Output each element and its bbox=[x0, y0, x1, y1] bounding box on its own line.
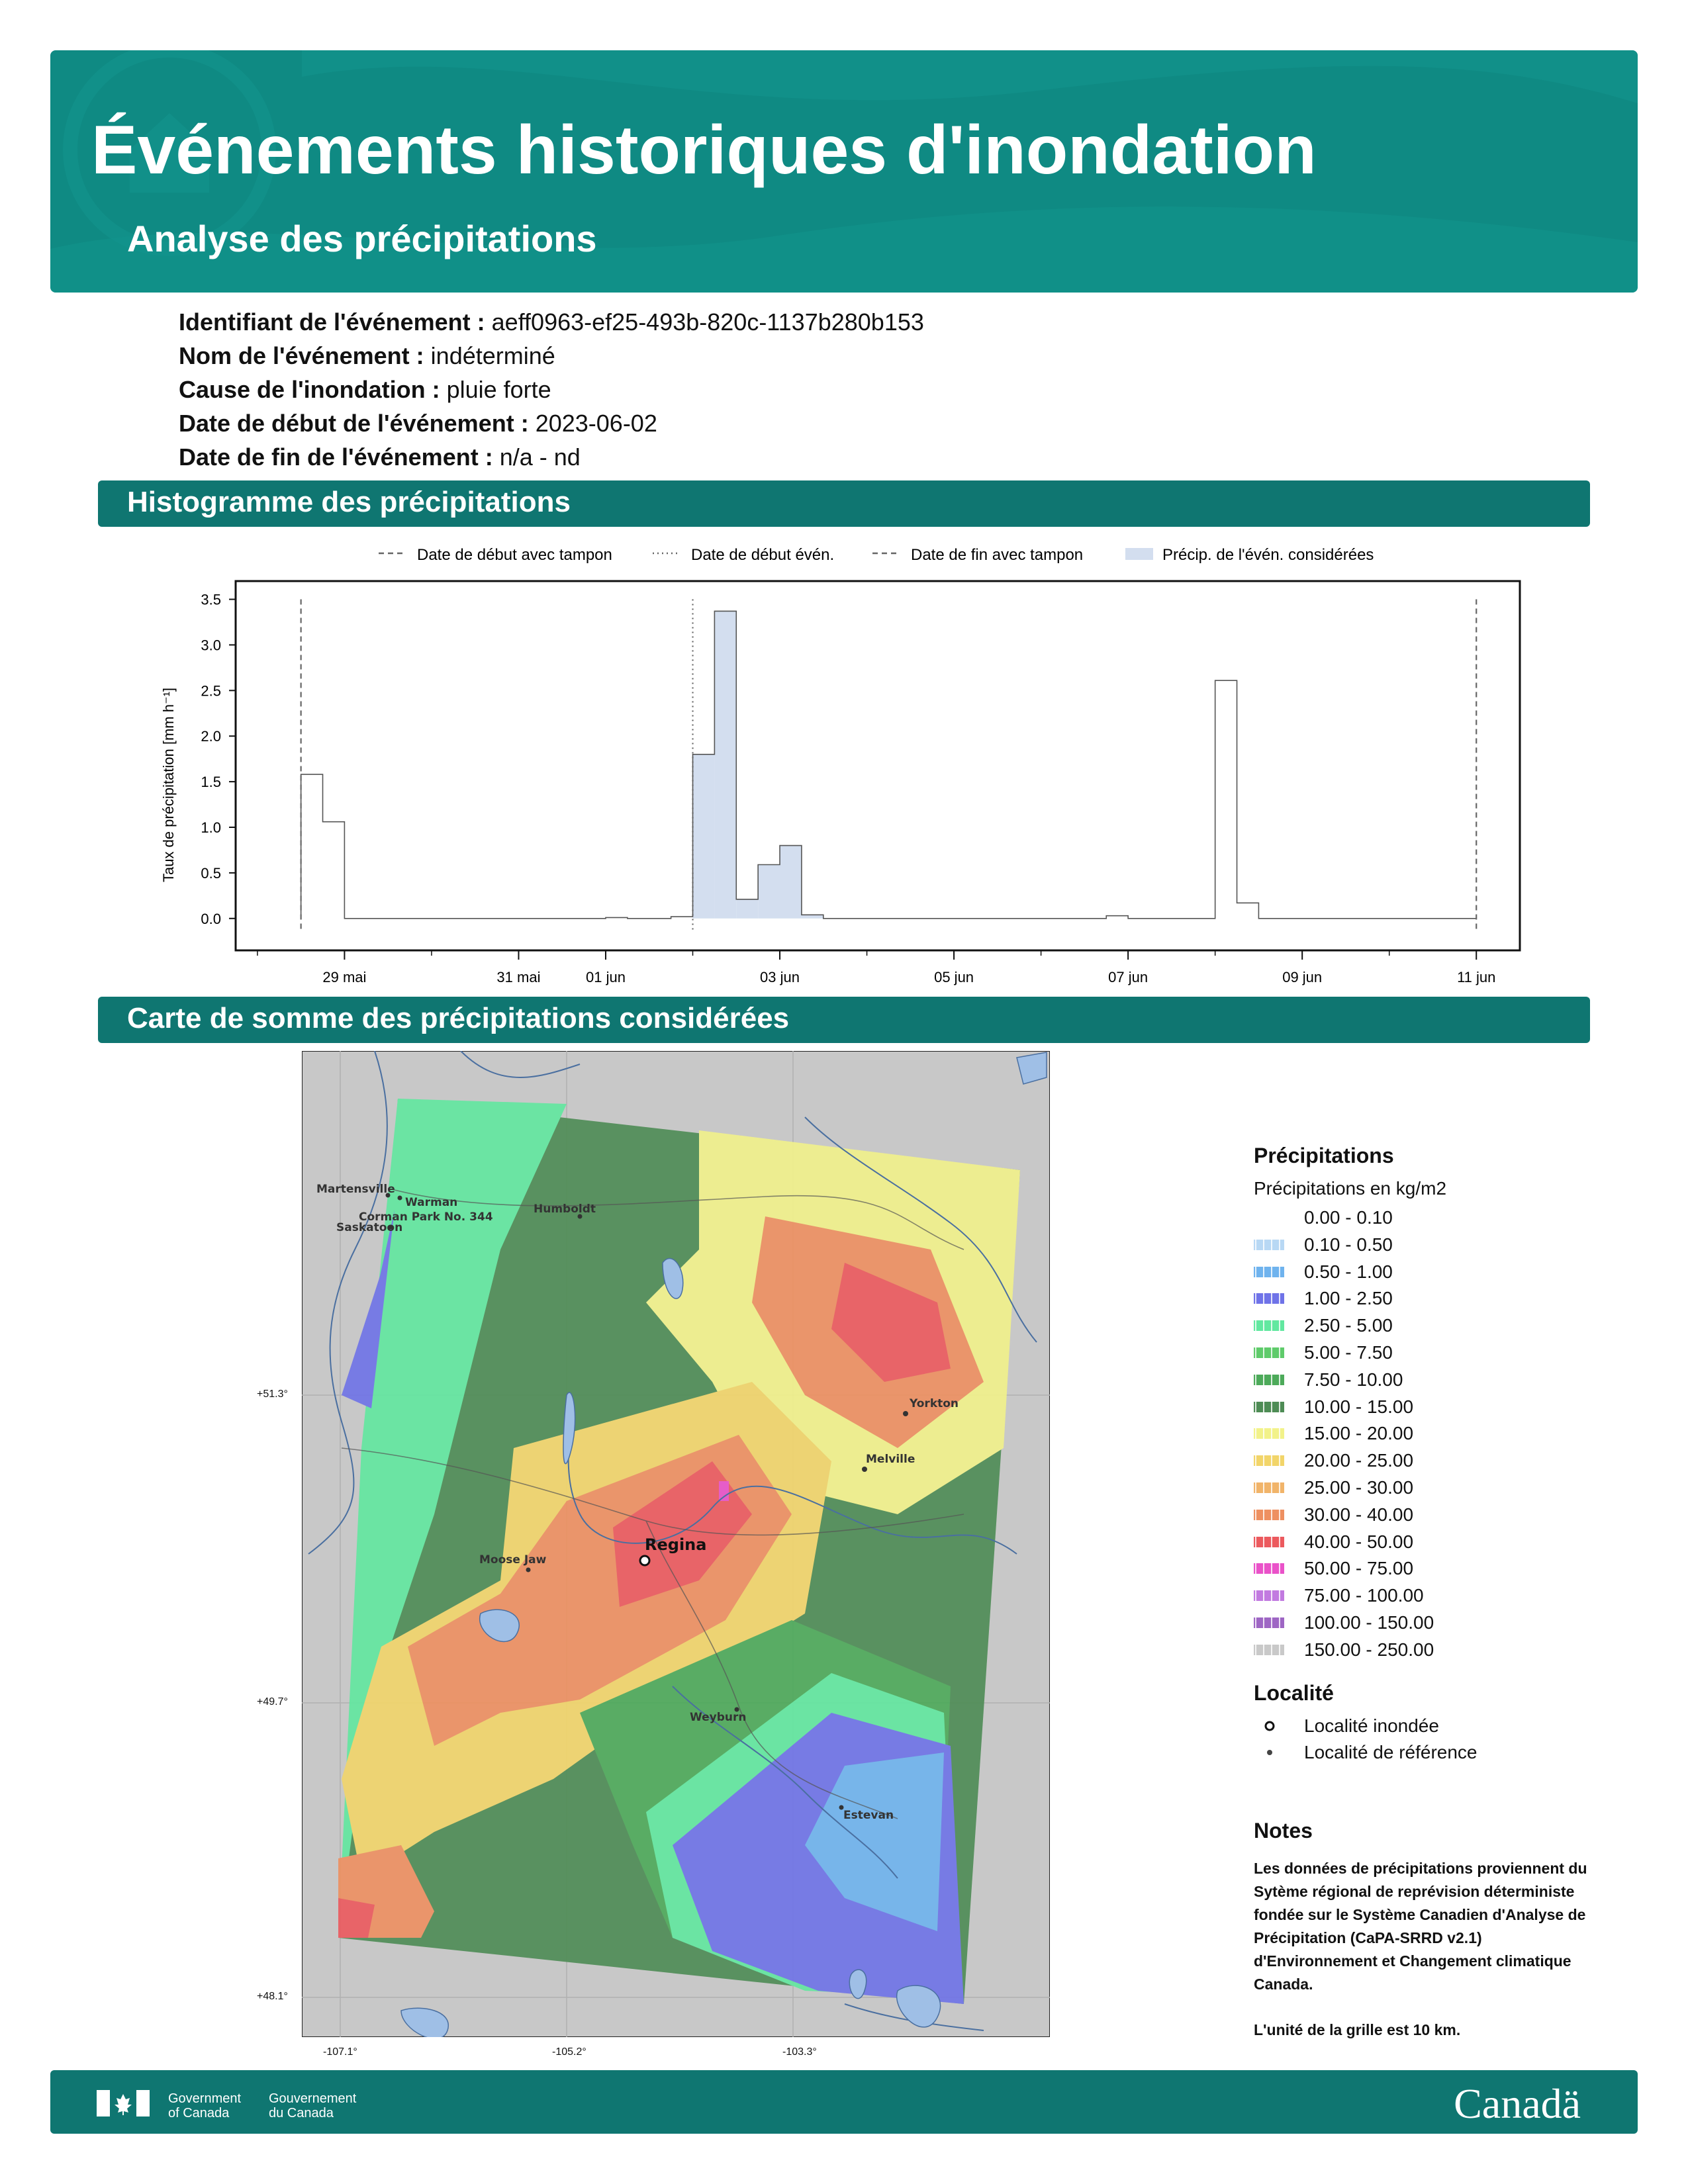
legend-title: Précipitations bbox=[1254, 1144, 1394, 1167]
legend-label: 20.00 - 25.00 bbox=[1304, 1450, 1414, 1471]
place-label-humboldt: Humboldt bbox=[534, 1203, 596, 1216]
legend-label: 150.00 - 250.00 bbox=[1304, 1639, 1434, 1660]
legend-buffer-start-label: Date de début avec tampon bbox=[417, 546, 612, 564]
legend-label: 40.00 - 50.00 bbox=[1304, 1531, 1414, 1552]
y-tick-label: 0.5 bbox=[201, 864, 221, 882]
legend-considered-swatch bbox=[1125, 548, 1153, 560]
lat-label-1: +51.3° bbox=[257, 1388, 288, 1400]
start-date-value: 2023-06-02 bbox=[535, 410, 657, 437]
legend-label: 2.50 - 5.00 bbox=[1304, 1315, 1393, 1336]
plot-frame bbox=[236, 581, 1520, 950]
event-id-row bbox=[179, 308, 924, 336]
legend-label: 10.00 - 15.00 bbox=[1304, 1396, 1414, 1417]
canada-wordmark: Canadä bbox=[1454, 2080, 1581, 2127]
page-title: Événements historiques d'inondation bbox=[91, 112, 1317, 189]
flood-cause-row bbox=[179, 376, 551, 404]
legend-considered-label: Précip. de l'évén. considérées bbox=[1162, 546, 1374, 564]
flood-cause-value: pluie forte bbox=[446, 376, 551, 403]
header-banner bbox=[50, 50, 1638, 293]
legend-swatch bbox=[1254, 1428, 1284, 1439]
y-tick-label: 3.0 bbox=[201, 637, 221, 654]
place-label-martensville: Martensville bbox=[316, 1183, 395, 1196]
y-tick-label: 0.0 bbox=[201, 910, 221, 927]
end-date-row bbox=[179, 443, 581, 471]
place-marker-warman bbox=[398, 1196, 402, 1201]
page-subtitle: Analyse des précipitations bbox=[127, 218, 597, 259]
y-tick-label: 2.0 bbox=[201, 728, 221, 745]
precip-step-line bbox=[301, 611, 1477, 918]
event-id-label: Identifiant de l'événement : bbox=[179, 308, 485, 336]
lat-label-2: +49.7° bbox=[257, 1696, 288, 1707]
place-label-melville: Melville bbox=[866, 1453, 915, 1466]
place-label-saskatoon: Saskatoon bbox=[336, 1221, 403, 1234]
considered-bar bbox=[802, 915, 823, 919]
place-label-moose-jaw: Moose Jaw bbox=[479, 1553, 547, 1567]
flooded-marker-icon bbox=[1263, 1719, 1276, 1733]
notes-body bbox=[1254, 1857, 1598, 2042]
x-tick-label: 11 jun bbox=[1457, 969, 1496, 985]
end-date-value: n/a - nd bbox=[499, 443, 581, 471]
government-fr bbox=[269, 2091, 356, 2120]
legend-label: 0.50 - 1.00 bbox=[1304, 1261, 1393, 1282]
legend-label: 0.00 - 0.10 bbox=[1304, 1207, 1393, 1228]
notes-paragraph-1: Les données de précipitations proviennent du Sytème régional de reprévision déterministe fondée sur le Système Canadien d'Analyse de Précipitation (CaPA-SRRD v2.1) d'Environnement et Changement climatique Canada. bbox=[1254, 1860, 1587, 1993]
legend-swatch bbox=[1254, 1617, 1284, 1628]
event-name-label: Nom de l'événement : bbox=[179, 342, 424, 369]
place-label-regina: Regina bbox=[645, 1535, 707, 1554]
legend-swatch bbox=[1254, 1402, 1284, 1412]
place-label-weyburn: Weyburn bbox=[690, 1711, 747, 1724]
map-section-title: Carte de somme des précipitations considérées bbox=[127, 1002, 790, 1034]
legend-label: 50.00 - 75.00 bbox=[1304, 1558, 1414, 1579]
place-marker-yorkton bbox=[903, 1411, 908, 1416]
start-date-label: Date de début de l'événement : bbox=[179, 410, 529, 437]
legend-label: 1.00 - 2.50 bbox=[1304, 1288, 1393, 1309]
lon-label-3: -103.3° bbox=[782, 2046, 817, 2058]
locality-reference-label: Localité de référence bbox=[1304, 1742, 1477, 1762]
gov-en-line-2: of Canada bbox=[168, 2106, 230, 2120]
y-tick-label: 3.5 bbox=[201, 591, 221, 608]
x-tick-label: 29 mai bbox=[322, 969, 367, 985]
legend-swatch bbox=[1254, 1563, 1284, 1574]
legend-subtitle: Précipitations en kg/m2 bbox=[1254, 1178, 1447, 1199]
government-en bbox=[168, 2091, 241, 2120]
place-label-warman: Warman bbox=[405, 1196, 458, 1209]
event-id-value: aeff0963-ef25-493b-820c-1137b280b153 bbox=[491, 308, 924, 336]
legend-label: 5.00 - 7.50 bbox=[1304, 1342, 1393, 1363]
legend-label: 75.00 - 100.00 bbox=[1304, 1585, 1424, 1606]
legend-swatch bbox=[1254, 1455, 1284, 1466]
end-date-label: Date de fin de l'événement : bbox=[179, 443, 493, 471]
footer-bar bbox=[50, 2070, 1638, 2134]
x-tick-label: 01 jun bbox=[586, 969, 626, 985]
place-marker-melville bbox=[862, 1467, 867, 1472]
locality-flooded-label: Localité inondée bbox=[1304, 1715, 1439, 1736]
legend-swatch bbox=[1254, 1347, 1284, 1358]
canada-flag-icon bbox=[97, 2090, 150, 2116]
y-tick-label: 2.5 bbox=[201, 682, 221, 700]
legend-label: 15.00 - 20.00 bbox=[1304, 1423, 1414, 1444]
precipitation-map bbox=[302, 1051, 1050, 2037]
plot-area bbox=[201, 581, 1520, 985]
map-canvas bbox=[302, 1051, 1050, 2037]
lon-label-1: -107.1° bbox=[323, 2046, 357, 2058]
legend-swatch bbox=[1254, 1590, 1284, 1601]
place-label-corman-park: Corman Park No. 344 bbox=[359, 1210, 493, 1224]
legend-label: 7.50 - 10.00 bbox=[1304, 1369, 1403, 1390]
legend-swatch bbox=[1254, 1375, 1284, 1385]
locality-title: Localité bbox=[1254, 1681, 1334, 1705]
gov-en-line-1: Government bbox=[168, 2091, 242, 2106]
considered-bar bbox=[693, 754, 715, 919]
precipitation-histogram bbox=[132, 533, 1523, 997]
legend-swatch bbox=[1254, 1482, 1284, 1493]
legend-swatch bbox=[1254, 1267, 1284, 1277]
reference-marker-icon bbox=[1263, 1746, 1276, 1759]
legend-swatch bbox=[1254, 1293, 1284, 1304]
legend-buffer-end-label: Date de fin avec tampon bbox=[911, 546, 1084, 564]
legend-event-start-label: Date de début évén. bbox=[691, 546, 835, 564]
x-tick-label: 05 jun bbox=[934, 969, 974, 985]
place-marker-moose-jaw bbox=[526, 1568, 531, 1572]
flood-cause-label: Cause de l'inondation : bbox=[179, 376, 440, 403]
legend-label: 25.00 - 30.00 bbox=[1304, 1477, 1414, 1498]
legend-swatch bbox=[1254, 1510, 1284, 1520]
y-axis-label: Taux de précipitation [mm h⁻¹] bbox=[160, 687, 177, 883]
considered-bar bbox=[758, 864, 780, 918]
legend-label: 30.00 - 40.00 bbox=[1304, 1504, 1414, 1525]
event-name-value: indéterminé bbox=[430, 342, 555, 369]
legend-swatch bbox=[1254, 1240, 1284, 1250]
legend-label: 0.10 - 0.50 bbox=[1304, 1234, 1393, 1255]
y-tick-label: 1.0 bbox=[201, 819, 221, 836]
considered-bar bbox=[736, 899, 758, 919]
x-tick-label: 07 jun bbox=[1108, 969, 1149, 985]
gov-fr-line-2: du Canada bbox=[269, 2106, 334, 2120]
legend-swatch bbox=[1254, 1320, 1284, 1331]
event-name-row bbox=[179, 342, 555, 370]
place-label-yorkton: Yorkton bbox=[910, 1397, 959, 1410]
considered-bar bbox=[714, 611, 736, 918]
chart-legend bbox=[379, 546, 1374, 564]
notes-paragraph-2: L'unité de la grille est 10 km. bbox=[1254, 2021, 1461, 2038]
legend-swatch bbox=[1254, 1537, 1284, 1547]
considered-bar bbox=[780, 846, 802, 919]
map-section-header bbox=[98, 997, 1590, 1043]
legend-label: 100.00 - 150.00 bbox=[1304, 1612, 1434, 1633]
histogram-section-title: Histogramme des précipitations bbox=[127, 486, 571, 518]
lon-label-2: -105.2° bbox=[552, 2046, 586, 2058]
legend-swatch bbox=[1254, 1645, 1284, 1655]
y-tick-label: 1.5 bbox=[201, 774, 221, 791]
x-tick-label: 03 jun bbox=[760, 969, 800, 985]
notes-title: Notes bbox=[1254, 1819, 1313, 1843]
x-tick-label: 31 mai bbox=[496, 969, 541, 985]
gov-fr-line-1: Gouvernement bbox=[269, 2091, 357, 2106]
histogram-section-header bbox=[98, 480, 1590, 527]
lat-label-3: +48.1° bbox=[257, 1991, 288, 2002]
legend-swatch bbox=[1254, 1212, 1284, 1223]
place-marker-regina-flooded bbox=[640, 1556, 649, 1565]
start-date-row bbox=[179, 410, 657, 437]
x-tick-label: 09 jun bbox=[1282, 969, 1323, 985]
place-label-estevan: Estevan bbox=[843, 1809, 894, 1822]
